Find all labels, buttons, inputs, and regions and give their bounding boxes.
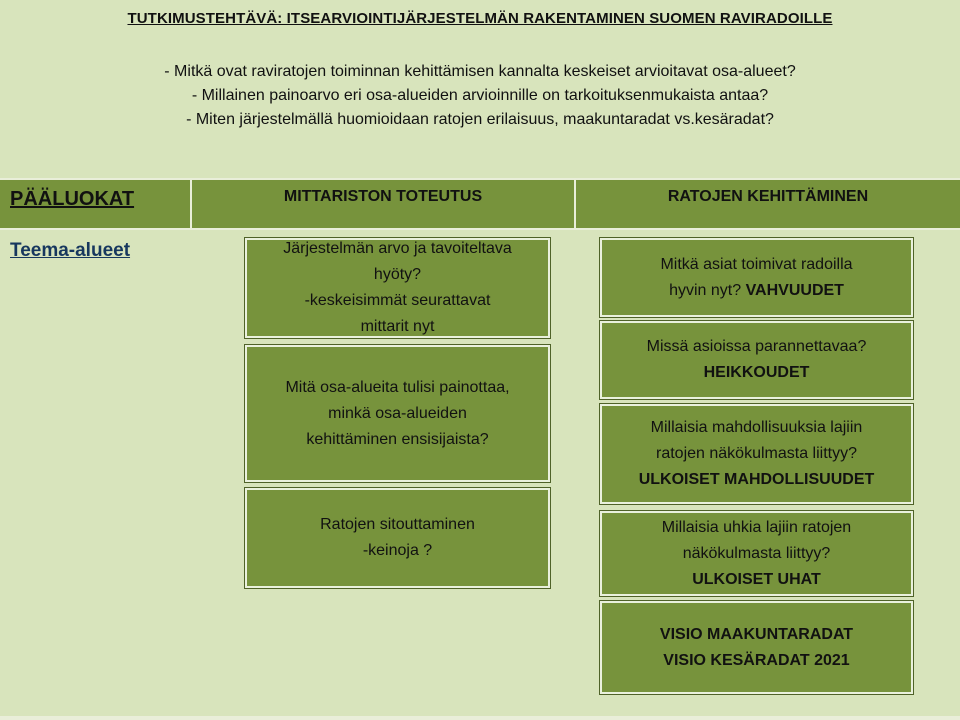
task-header: [0, 0, 960, 178]
box-keyword: HEIKKOUDET: [703, 364, 810, 381]
header-cell-metrics: [192, 180, 576, 228]
header-metrics-label: MITTARISTON TOTEUTUS: [283, 188, 483, 205]
task-questions: [0, 60, 960, 132]
box-line: Mitkä asiat toimivat radoilla: [660, 255, 853, 273]
bottom-divider: [0, 716, 960, 720]
box-line: näkökulmasta liittyy?: [682, 544, 831, 562]
box-line: hyöty?: [373, 266, 422, 283]
box-line: minkä osa-alueiden: [328, 404, 467, 422]
question-1: - Mitkä ovat raviratojen toiminnan kehittämisen kannalta keskeiset arvioitavat osa-alueet?: [164, 63, 796, 80]
box-line: mittarit nyt: [360, 318, 435, 335]
box-line: -keinoja ?: [362, 542, 433, 559]
question-2: - Millainen painoarvo eri osa-alueiden arvioinnille on tarkoituksenmukaista antaa?: [191, 87, 769, 104]
development-box-opportunities: [600, 404, 913, 504]
box-line: -keskeisimmät seurattavat: [304, 292, 491, 309]
metrics-box-value: [245, 238, 550, 338]
box-line: Millaisia uhkia lajiin ratojen: [661, 518, 852, 536]
development-box-strengths: [600, 238, 913, 317]
box-keyword: VISIO MAAKUNTARADAT: [659, 625, 854, 643]
box-keyword: VISIO KESÄRADAT 2021: [663, 651, 850, 669]
box-line: Järjestelmän arvo ja tavoiteltava: [283, 240, 512, 257]
table-header-row: [0, 178, 960, 230]
metrics-box-commitment: [245, 488, 550, 588]
box-keyword: ULKOISET UHAT: [692, 570, 821, 588]
header-development-label: RATOJEN KEHITTÄMINEN: [667, 188, 869, 205]
box-line: Ratojen sitouttaminen: [320, 516, 475, 533]
box-line: Mitä osa-alueita tulisi painottaa,: [285, 378, 510, 396]
box-line-mixed: [669, 278, 844, 304]
development-box-threats: [600, 511, 913, 596]
theme-areas-label: Teema-alueet: [10, 240, 131, 261]
question-3: - Miten järjestelmällä huomioidaan ratojen erilaisuus, maakuntaradat vs.kesäradat?: [186, 111, 774, 128]
box-keyword: VAHVUUDET: [745, 281, 844, 299]
box-line: ratojen näkökulmasta liittyy?: [656, 445, 857, 462]
development-box-weaknesses: [600, 321, 913, 399]
metrics-box-weighting: [245, 345, 550, 482]
task-title: TUTKIMUSTEHTÄVÄ: ITSEARVIOINTIJÄRJESTELMÄN RAKENTAMINEN SUOMEN RAVIRADOILLE: [127, 10, 833, 27]
box-line: Missä asioissa parannettavaa?: [646, 338, 867, 355]
box-line: Millaisia mahdollisuuksia lajiin: [650, 419, 863, 436]
box-line: kehittäminen ensisijaista?: [306, 430, 489, 448]
header-main-categories-label: PÄÄLUOKAT: [10, 188, 135, 210]
development-box-vision: [600, 601, 913, 694]
box-text: hyvin nyt?: [669, 281, 742, 299]
header-cell-development: [576, 180, 960, 228]
box-keyword: ULKOISET MAHDOLLISUUDET: [638, 471, 875, 488]
header-cell-main-categories: [0, 180, 192, 228]
